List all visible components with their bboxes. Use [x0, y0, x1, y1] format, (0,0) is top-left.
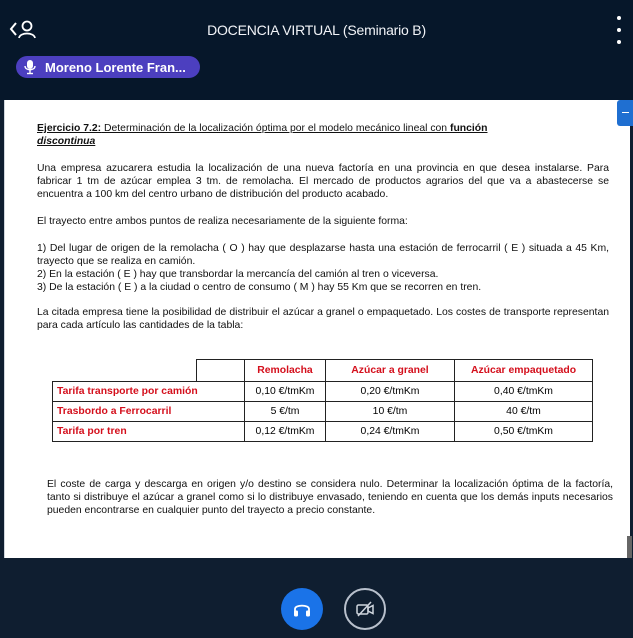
paragraph-2: El trayecto entre ambos puntos de realiza necesariamente de la siguiente forma: — [37, 216, 408, 227]
table-cell: 5 €/tm — [245, 402, 326, 422]
step-2: 2) En la estación ( E ) hay que transbordar la mercancía del camión al tren o viceversa. — [37, 269, 439, 280]
table-empty-header-cell — [197, 360, 245, 382]
presenter-name: Moreno Lorente Fran... — [45, 59, 186, 75]
exercise-title-bold: función — [449, 123, 488, 134]
presenter-badge[interactable] — [16, 56, 200, 78]
headphones-icon — [292, 600, 312, 618]
table-cell: 0,24 €/tmKm — [326, 422, 455, 442]
row-label: Trasbordo a Ferrocarril — [53, 402, 245, 422]
table-cell: 0,40 €/tmKm — [455, 382, 593, 402]
table-header-row — [53, 360, 593, 382]
meeting-title: DOCENCIA VIRTUAL (Seminario B) — [207, 22, 426, 38]
bottom-toolbar — [0, 558, 633, 638]
row-label: Tarifa por tren — [53, 422, 245, 442]
steps-list — [37, 242, 609, 294]
table-cell: 0,20 €/tmKm — [326, 382, 455, 402]
table-cell: 10 €/tm — [326, 402, 455, 422]
table-cell: 0,10 €/tmKm — [245, 382, 326, 402]
column-header: Remolacha — [245, 360, 326, 382]
table-row — [53, 402, 593, 422]
back-users-icon — [8, 19, 38, 41]
table-cell: 0,12 €/tmKm — [245, 422, 326, 442]
paragraph-3: La citada empresa tiene la posibilidad de distribuir el azúcar a granel o empaquetado. Los costes de transporte representan para cada artículo las cantidades de la tabla: — [37, 307, 609, 331]
slide-content — [37, 122, 609, 332]
table-row — [53, 422, 593, 442]
top-bar — [0, 0, 633, 100]
table-row — [53, 382, 593, 402]
transport-cost-table — [52, 359, 593, 442]
table-corner — [53, 360, 197, 382]
step-3: 3) De la estación ( E ) a la ciudad o centro de consumo ( M ) hay 55 Km que se recorren en tren. — [37, 282, 482, 293]
scrollbar-thumb[interactable] — [627, 536, 632, 558]
step-1: 1) Del lugar de origen de la remolacha ( O ) hay que desplazarse hasta una estación de ferrocarril ( E ) situada a 45 Km, trayecto que se realiza en camión. — [37, 243, 609, 267]
paragraph-1: Una empresa azucarera estudia la localización de una nueva factoría en una provincia en que desea instalarse. Para fabricar 1 tm de azúcar emplea 3 tm. de remolacha. El mercado de productos agrarios del que va a abastecerse se encuentra a 100 km del centro urbano de distribución del producto acabado. — [37, 163, 609, 200]
column-header: Azúcar empaquetado — [455, 360, 593, 382]
audio-button[interactable] — [281, 588, 323, 630]
video-off-icon — [355, 601, 375, 617]
slide-panel-toggle[interactable] — [617, 100, 633, 126]
exercise-label: Ejercicio 7.2: — [37, 123, 102, 134]
back-button[interactable] — [8, 14, 48, 46]
table-cell: 40 €/tm — [455, 402, 593, 422]
kebab-menu-icon[interactable] — [612, 16, 626, 44]
presentation-slide — [4, 100, 630, 558]
exercise-title-text: Determinación de la localización óptima por el modelo mecánico lineal con — [101, 123, 450, 134]
exercise-title-italic: discontinua — [37, 136, 96, 147]
video-button[interactable] — [344, 588, 386, 630]
column-header: Azúcar a granel — [326, 360, 455, 382]
exercise-heading — [37, 122, 609, 148]
row-label: Tarifa transporte por camión — [53, 382, 245, 402]
table-cell: 0,50 €/tmKm — [455, 422, 593, 442]
paragraph-4: El coste de carga y descarga en origen y/o destino se considera nulo. Determinar la localización óptima de la factoría, tanto si distribuye el azúcar a granel como si lo distribuye envasado, teniendo en cuenta que los demás inputs necesarios pueden encontrarse en cualquier punto del trayecto a precio constante. — [47, 479, 613, 516]
microphone-icon — [22, 59, 38, 75]
